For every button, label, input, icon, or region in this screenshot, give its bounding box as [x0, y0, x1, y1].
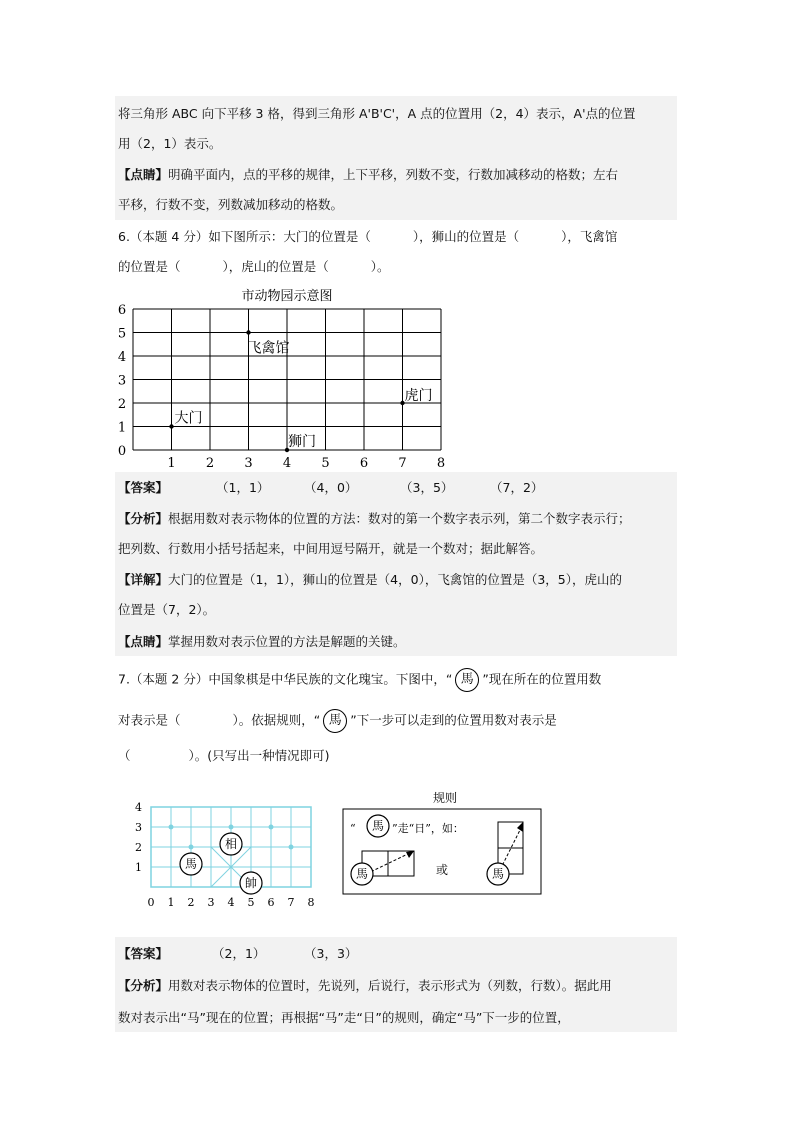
data-point	[246, 330, 250, 334]
rule-text: ”走“日”，如：	[392, 822, 464, 835]
q6-analysis-line2: 把列数、行数用小括号括起来，中间用逗号隔开，就是一个数对；据此解答。	[118, 541, 544, 556]
rule-title: 规则	[432, 791, 458, 805]
y-tick: 2	[135, 841, 142, 854]
answer-label: 【答案】	[118, 480, 169, 495]
y-tick: 1	[135, 861, 142, 874]
x-tick-label: 8	[436, 456, 446, 468]
horse-piece-icon: 馬	[323, 709, 347, 733]
q7-line3	[118, 746, 676, 766]
tip-text: 明确平面内，点的平移的规律，上下平移，列数不变，行数加减移动的格数；左右	[168, 167, 619, 182]
q7-analysis-line2: 数对表示出“马”现在的位置；再根据“马”走“日”的规则，确定“马”下一步的位置，	[118, 1010, 570, 1025]
y-tick-label: 2	[117, 397, 127, 412]
horse-piece	[180, 853, 202, 875]
x-tick-label: 4	[282, 456, 292, 468]
q6-line2	[118, 257, 676, 277]
rule-horse-label: 馬	[355, 867, 369, 881]
x-tick: 5	[247, 896, 255, 909]
y-tick-label: 0	[117, 444, 127, 459]
p5-line1: 将三角形 ABC 向下平移 3 格，得到三角形 A'B'C'，A 点的位置用（2，4）表示，A'点的位置	[118, 106, 636, 121]
answer-label: 【答案】	[118, 946, 169, 961]
q6-text-c: ），飞禽馆	[561, 229, 618, 244]
rule-horse-label: 馬	[491, 867, 505, 881]
q7-text-a: 7.（本题 2 分）中国象棋是中华民族的文化瑰宝。下图中，“	[118, 671, 453, 687]
x-tick: 4	[227, 896, 235, 909]
x-tick: 3	[207, 896, 215, 909]
q7-text-c: 对表示是（	[118, 712, 181, 728]
q7-text-f: （	[118, 748, 131, 763]
analysis-text: 根据用数对表示物体的位置的方法：数对的第一个数字表示列，第二个数字表示行；	[168, 511, 631, 526]
y-tick-label: 3	[117, 373, 127, 389]
q7-text-e: ”下一步可以走到的位置用数对表示是	[350, 712, 557, 728]
tip-text: 掌握用数对表示位置的方法是解题的关键。	[168, 634, 406, 649]
y-tick-label: 6	[117, 303, 127, 318]
answer-value: （3，5）	[400, 480, 454, 495]
p5-tip-line2: 平移，行数不变，列数减加移动的格数。	[118, 197, 344, 212]
chart-title: 市动物园示意图	[241, 289, 333, 304]
rule-horse-label: 馬	[371, 819, 385, 833]
q6-text-a: 6.（本题 4 分）如下图所示：大门的位置是（	[118, 229, 371, 244]
point-label: 狮门	[288, 434, 316, 450]
q6-line1	[118, 227, 676, 247]
rule-figure	[340, 788, 545, 898]
answer-value: （1，1）	[216, 480, 270, 495]
q6-answer-line	[118, 478, 676, 498]
x-tick: 0	[147, 896, 155, 909]
elephant-piece-label: 相	[224, 837, 238, 851]
x-tick: 8	[307, 896, 315, 909]
horse-piece-icon: 馬	[455, 668, 479, 692]
x-tick-label: 5	[321, 456, 330, 468]
analysis-text: 用数对表示物体的位置时，先说列，后说行，表示形式为（列数，行数）。据此用	[168, 978, 612, 993]
q6-tip-line	[118, 632, 676, 652]
y-tick-label: 4	[117, 350, 127, 365]
p5-tip-line1	[118, 165, 676, 185]
point-label: 飞禽馆	[247, 340, 290, 357]
rule-quote-open: “	[350, 822, 356, 835]
detail-text: 大门的位置是（1，1），狮山的位置是（4，0），飞禽馆的位置是（3，5），虎山的	[168, 572, 622, 587]
answer-value: （2，1）	[212, 946, 266, 961]
q6-analysis-line1	[118, 509, 676, 529]
x-tick: 1	[167, 896, 175, 909]
q7-text-d: ）。依据规则，“	[232, 712, 321, 728]
q6-detail-line2: 位置是（7，2）。	[118, 602, 216, 617]
x-tick-label: 6	[359, 456, 369, 468]
tip-label: 【点睛】	[118, 634, 169, 649]
answer-value: （3，3）	[304, 946, 358, 961]
analysis-label: 【分析】	[118, 511, 169, 526]
elephant-piece	[220, 833, 242, 855]
x-tick-label: 3	[244, 456, 253, 468]
p5-line2: 用（2，1）表示。	[118, 136, 222, 151]
q6-text-f: ）。	[370, 259, 390, 274]
x-tick: 7	[287, 896, 295, 909]
point-label: 虎门	[404, 388, 433, 404]
rule-or: 或	[435, 863, 449, 877]
detail-label: 【详解】	[118, 572, 169, 587]
chess-board-figure	[125, 795, 325, 915]
q6-text-d: 的位置是（	[118, 259, 181, 274]
y-tick-label: 5	[117, 326, 127, 342]
q7-text-b: ”现在所在的位置用数	[482, 671, 602, 687]
q7-line2	[118, 709, 676, 733]
y-tick-label: 1	[117, 420, 127, 436]
horse-piece-label: 馬	[184, 857, 198, 871]
q6-detail-line1	[118, 570, 676, 590]
x-tick: 6	[267, 896, 275, 909]
point-label: 大门	[174, 410, 203, 427]
analysis-label: 【分析】	[118, 978, 169, 993]
general-piece	[240, 872, 262, 894]
answer-value: （4，0）	[304, 480, 358, 495]
q6-text-e: ），虎山的位置是（	[222, 259, 329, 274]
tip-label: 【点睛】	[118, 167, 169, 182]
data-point	[169, 424, 173, 428]
q7-line1	[118, 668, 676, 692]
q6-text-b: ），狮山的位置是（	[412, 229, 520, 244]
y-tick: 4	[135, 801, 142, 814]
x-tick: 2	[187, 896, 195, 909]
q7-analysis-line1	[118, 976, 676, 996]
y-tick: 3	[135, 821, 142, 834]
x-tick-label: 7	[398, 456, 407, 468]
shade-block-2	[115, 472, 677, 656]
answer-value: （7，2）	[490, 480, 544, 495]
q7-text-g: ）。(只写出一种情况即可)	[188, 748, 330, 763]
x-tick-label: 1	[167, 456, 176, 468]
q7-answer-line	[118, 944, 676, 964]
x-tick-label: 2	[205, 456, 215, 468]
zoo-map-chart	[115, 283, 455, 468]
general-piece-label: 帥	[244, 876, 258, 890]
